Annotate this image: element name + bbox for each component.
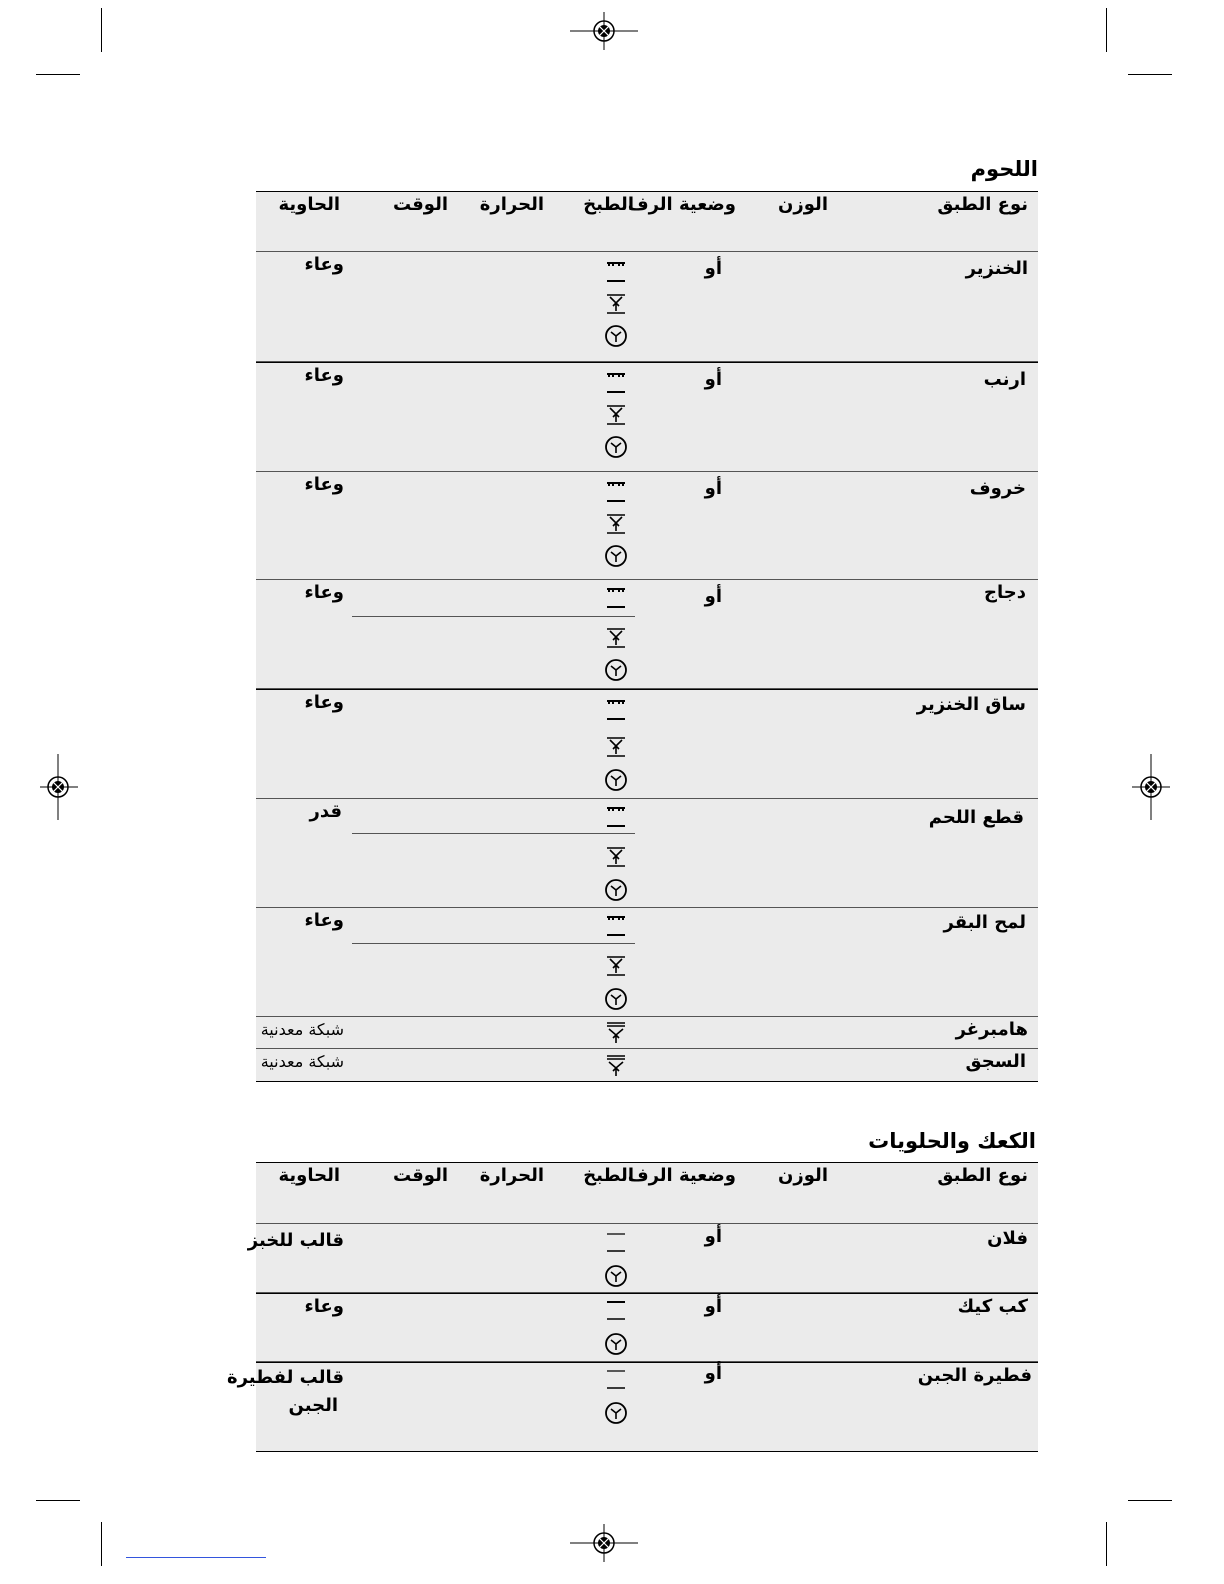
bottom-heat-icon: [604, 1367, 628, 1391]
shelf-or: أو: [704, 258, 722, 279]
table-header: [256, 1162, 1038, 1224]
top-bottom-heat-icon: [604, 371, 628, 395]
footer-link-underline: [126, 1557, 266, 1558]
shelf-or: أو: [704, 1296, 722, 1317]
fan-circle-icon: [604, 324, 628, 348]
container: قالب للخبز: [247, 1230, 344, 1251]
crop-mark: [1128, 1500, 1172, 1501]
container: وعاء: [304, 254, 344, 275]
shelf-or: أو: [704, 1226, 722, 1247]
top-bottom-heat-icon: [604, 698, 628, 722]
grill-fan-icon: [604, 954, 628, 978]
table-row: [256, 908, 1038, 1017]
header-container: الحاوية: [278, 1165, 340, 1186]
dish-type: هامبرغر: [955, 1019, 1028, 1040]
section-title-meats: اللحوم: [970, 157, 1038, 181]
top-bottom-heat-icon: [604, 480, 628, 504]
dish-type: السجق: [965, 1051, 1026, 1072]
table-row: [256, 472, 1038, 580]
dish-type: كب كيك: [957, 1296, 1028, 1317]
shelf-or: أو: [704, 1363, 722, 1384]
header-temp: الحرارة: [479, 194, 544, 215]
dish-type: لمح البقر: [943, 912, 1026, 933]
registration-mark-icon: [1132, 754, 1170, 820]
dish-type: خروف: [969, 478, 1026, 499]
fan-circle-icon: [604, 878, 628, 902]
fan-circle-icon: [604, 658, 628, 682]
section-title-desserts: الكعك والحلويات: [868, 1129, 1036, 1153]
header-weight: الوزن: [778, 194, 828, 215]
row-divider: [352, 833, 635, 834]
dish-type: دجاج: [984, 582, 1026, 603]
shelf-or: أو: [704, 369, 722, 390]
container: وعاء: [304, 365, 344, 386]
row-divider: [352, 616, 635, 617]
fan-circle-icon: [604, 544, 628, 568]
table-header: [256, 191, 1038, 252]
header-type: نوع الطبق: [937, 1165, 1028, 1186]
bottom-heat-icon: [604, 1230, 628, 1254]
fan-circle-icon: [604, 1332, 628, 1356]
container: وعاء: [304, 474, 344, 495]
header-time: الوقت: [392, 1165, 448, 1186]
top-bottom-heat-icon: [604, 586, 628, 610]
crop-mark: [101, 1522, 102, 1566]
top-bottom-heat-icon: [604, 260, 628, 284]
container: قدر: [309, 801, 342, 822]
registration-mark-icon: [40, 754, 78, 820]
top-bottom-heat-icon: [604, 914, 628, 938]
grill-fan-icon: [604, 845, 628, 869]
full-grill-icon: [604, 1021, 628, 1045]
grill-fan-icon: [604, 626, 628, 650]
fan-circle-icon: [604, 435, 628, 459]
container: قالب لفطيرة: [226, 1367, 344, 1388]
registration-mark-icon: [570, 1524, 638, 1562]
fan-circle-icon: [604, 768, 628, 792]
table-row: [256, 689, 1038, 799]
crop-mark: [36, 74, 80, 75]
dish-type: فطيرة الجبن: [917, 1365, 1032, 1386]
grill-fan-icon: [604, 403, 628, 427]
container: وعاء: [304, 692, 344, 713]
table-row: [256, 1049, 1038, 1082]
table-row: [256, 1293, 1038, 1362]
fan-circle-icon: [604, 1401, 628, 1425]
shelf-or: أو: [704, 586, 722, 607]
container: وعاء: [304, 1296, 344, 1317]
header-cooking: الطبخ: [583, 1165, 634, 1186]
container-line2: الجبن: [288, 1395, 338, 1416]
dish-type: فلان: [987, 1228, 1028, 1249]
crop-mark: [1128, 74, 1172, 75]
dish-type: ساق الخنزير: [916, 694, 1026, 715]
container: وعاء: [304, 910, 344, 931]
full-grill-icon: [604, 1054, 628, 1078]
grill-fan-icon: [604, 512, 628, 536]
header-weight: الوزن: [778, 1165, 828, 1186]
grill-fan-icon: [604, 292, 628, 316]
crop-mark: [101, 8, 102, 52]
header-cooking: الطبخ: [583, 194, 634, 215]
header-container: الحاوية: [278, 194, 340, 215]
header-shelf: وضعية الرف: [627, 1165, 736, 1186]
row-divider: [352, 943, 635, 944]
header-type: نوع الطبق: [937, 194, 1028, 215]
table-row: [226, 1362, 1038, 1452]
container: وعاء: [304, 582, 344, 603]
table-row: [247, 1224, 1038, 1293]
table-row: [256, 1017, 1038, 1049]
crop-mark: [1106, 1522, 1107, 1566]
registration-mark-icon: [570, 12, 638, 50]
header-temp: الحرارة: [479, 1165, 544, 1186]
fan-circle-icon: [604, 987, 628, 1011]
top-bottom-heat-icon: [604, 805, 628, 829]
dish-type: ارنب: [983, 369, 1026, 390]
dish-type: الخنزير: [965, 258, 1028, 279]
table-row: [256, 580, 1038, 689]
crop-mark: [1106, 8, 1107, 52]
desserts-table: [226, 1162, 1038, 1452]
shelf-or: أو: [704, 478, 722, 499]
fan-circle-icon: [604, 1264, 628, 1288]
crop-mark: [36, 1500, 80, 1501]
table-row: [256, 799, 1038, 908]
grill-fan-icon: [604, 735, 628, 759]
meats-table: [256, 191, 1038, 1082]
header-shelf: وضعية الرف: [627, 194, 736, 215]
container: شبكة معدنية: [260, 1020, 344, 1039]
bottom-heat-icon: [604, 1298, 628, 1322]
container: شبكة معدنية: [260, 1052, 344, 1071]
dish-type: قطع اللحم: [928, 807, 1024, 828]
header-time: الوقت: [392, 194, 448, 215]
table-row: [256, 252, 1038, 362]
table-row: [256, 362, 1038, 472]
